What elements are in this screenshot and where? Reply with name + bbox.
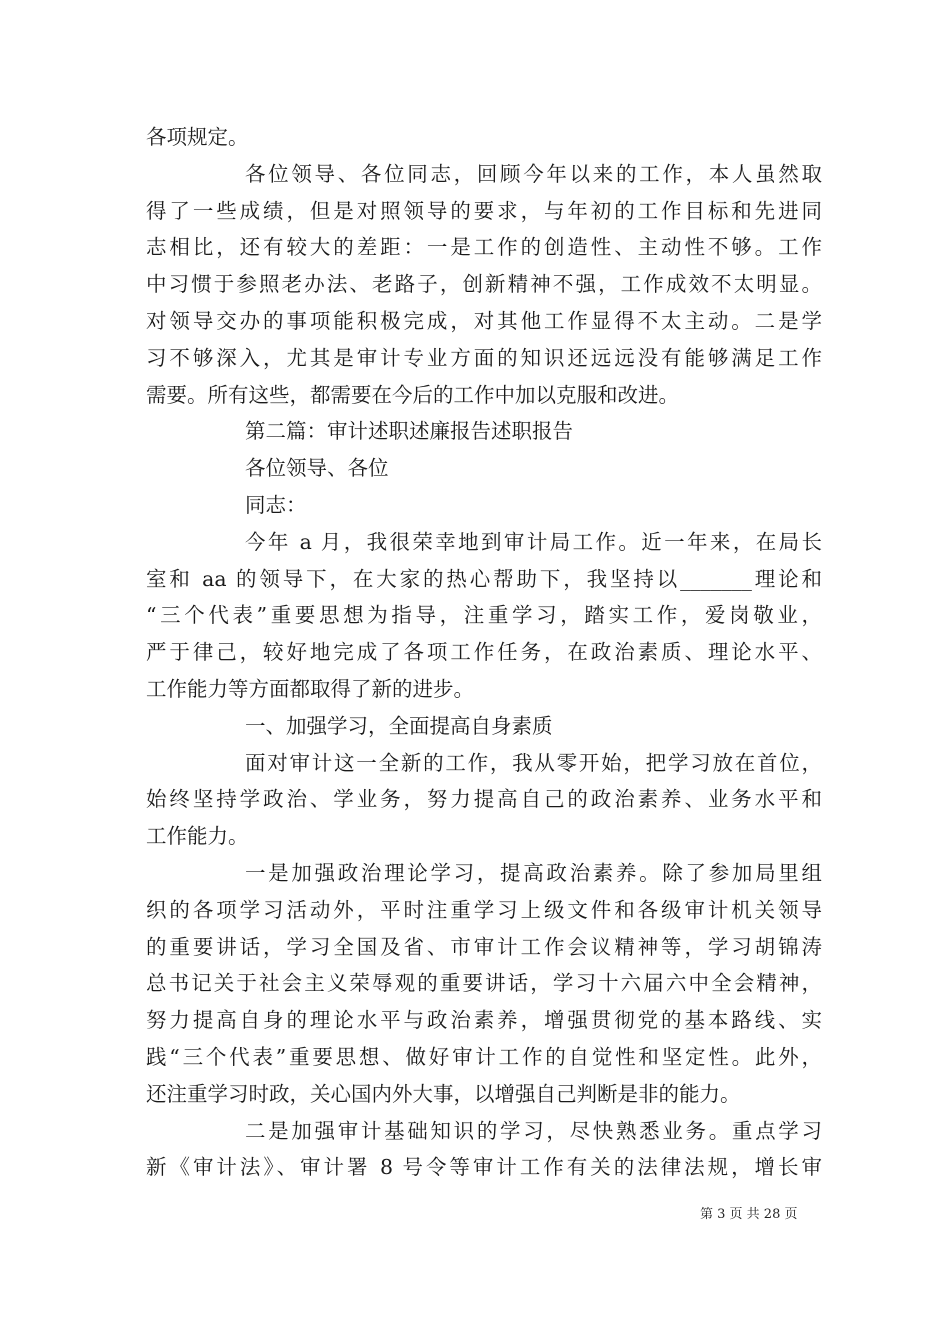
text-line: 面对审计这一全新的工作，我从零开始，把学习放在首位， xyxy=(245,750,822,775)
text-line: 始终坚持学政治、学业务，努力提高自己的政治素养、业务水平和 xyxy=(146,787,822,812)
text-line: 室和 aa 的领导下，在大家的热心帮助下，我坚持以_______理论和 xyxy=(146,566,822,591)
text-line: 需要。所有这些，都需要在今后的工作中加以克服和改进。 xyxy=(146,382,679,407)
salutation-line: 各位领导、各位 xyxy=(245,456,389,481)
text-line: 严于律己，较好地完成了各项工作任务，在政治素质、理论水平、 xyxy=(146,640,822,665)
text-line: 工作能力。 xyxy=(146,824,249,849)
section-heading: 第二篇：审计述职述廉报告述职报告 xyxy=(245,419,573,444)
text-line: 总书记关于社会主义荣辱观的重要讲话，学习十六届六中全会精神， xyxy=(146,971,822,996)
text-line: 志相比，还有较大的差距：一是工作的创造性、主动性不够。工作 xyxy=(146,235,822,260)
text-line: 工作能力等方面都取得了新的进步。 xyxy=(146,676,474,701)
text-line: 还注重学习时政，关心国内外大事，以增强自己判断是非的能力。 xyxy=(146,1081,741,1106)
document-body xyxy=(146,119,822,1186)
text-line: 一是加强政治理论学习，提高政治素养。除了参加局里组 xyxy=(245,860,822,885)
page-number: 第 3 页 共 28 页 xyxy=(700,1207,798,1222)
text-line: 各项规定。 xyxy=(146,125,249,149)
text-line: 的重要讲话，学习全国及省、市审计工作会议精神等，学习胡锦涛 xyxy=(146,934,822,959)
text-line: 努力提高自身的理论水平与政治素养，增强贯彻党的基本路线、实 xyxy=(146,1008,822,1033)
text-line: 践“三个代表”重要思想、做好审计工作的自觉性和坚定性。此外， xyxy=(146,1044,822,1069)
text-line: 各位领导、各位同志，回顾今年以来的工作，本人虽然取 xyxy=(245,161,822,186)
text-line: 得了一些成绩，但是对照领导的要求，与年初的工作目标和先进同 xyxy=(146,198,822,223)
text-line: 织的各项学习活动外，平时注重学习上级文件和各级审计机关领导 xyxy=(146,897,822,922)
text-line: 新《审计法》、审计署 8 号令等审计工作有关的法律法规，增长审 xyxy=(146,1155,822,1180)
text-line: 对领导交办的事项能积极完成，对其他工作显得不太主动。二是学 xyxy=(146,308,822,333)
text-line: 中习惯于参照老办法、老路子，创新精神不强，工作成效不太明显。 xyxy=(146,272,822,297)
salutation-line: 同志： xyxy=(245,492,307,517)
text-line: 今年 a 月，我很荣幸地到审计局工作。近一年来，在局长 xyxy=(245,529,822,554)
text-line: 二是加强审计基础知识的学习，尽快熟悉业务。重点学习 xyxy=(245,1118,822,1143)
text-line: “三个代表”重要思想为指导，注重学习，踏实工作，爱岗敬业， xyxy=(146,603,822,628)
subsection-heading: 一、加强学习，全面提高自身素质 xyxy=(245,713,553,738)
text-line: 习不够深入，尤其是审计专业方面的知识还远远没有能够满足工作 xyxy=(146,345,822,370)
